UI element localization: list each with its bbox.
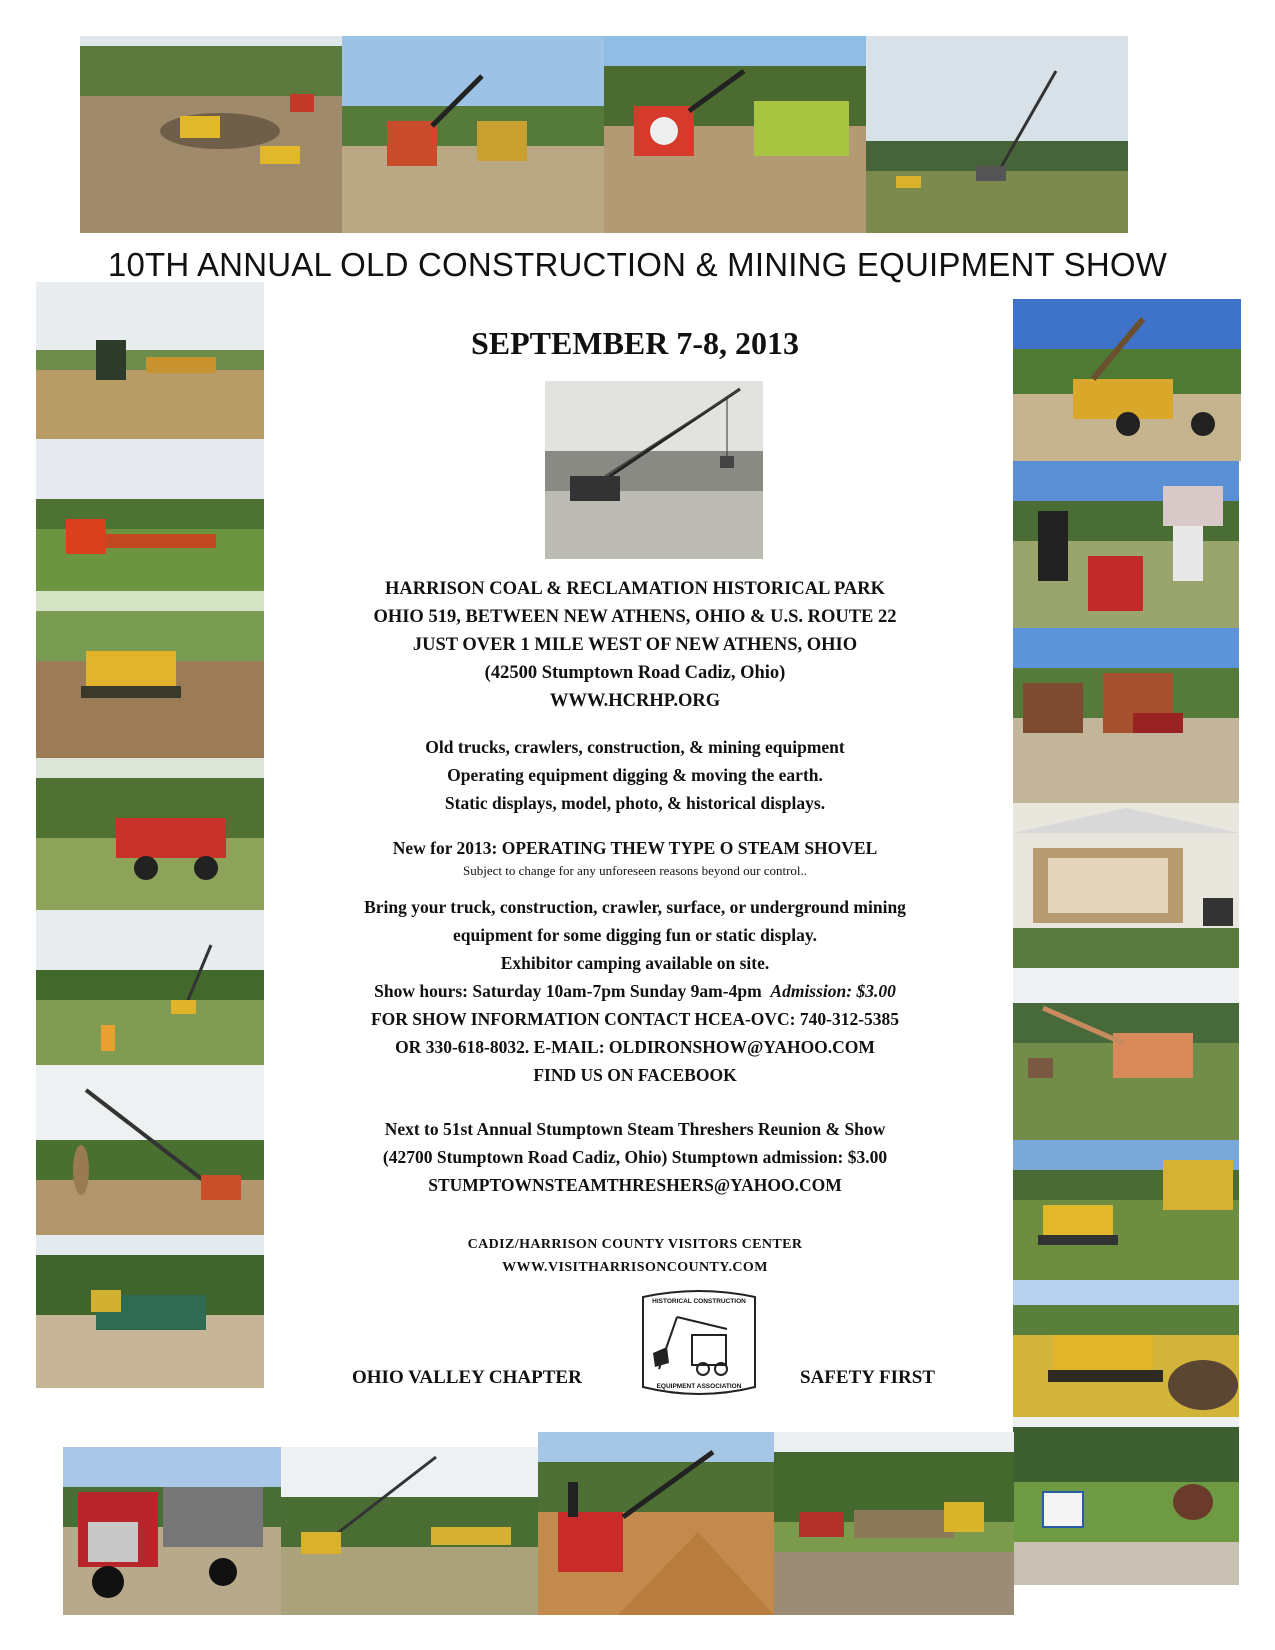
photo-bottom-3 — [538, 1432, 774, 1615]
photo-bottom-4 — [774, 1432, 1014, 1615]
venue-distance: JUST OVER 1 MILE WEST OF NEW ATHENS, OHIO — [412, 635, 858, 655]
stumptown-line: Next to 51st Annual Stumptown Steam Threshers Reunion & Show — [384, 1119, 886, 1139]
photo-top-3 — [604, 36, 866, 233]
exhibitor-block — [290, 893, 980, 1089]
photo-left-4 — [36, 758, 264, 910]
photo-left-7 — [36, 1235, 264, 1388]
photo-dragline-historic — [545, 381, 763, 559]
photo-right-1 — [1013, 299, 1241, 461]
photo-left-6 — [36, 1065, 264, 1235]
photo-right-2 — [1013, 461, 1239, 628]
visitors-center — [290, 1233, 980, 1279]
venue-block — [290, 575, 980, 715]
photo-right-4 — [1013, 803, 1239, 968]
hours-line — [290, 977, 980, 1005]
event-date: SEPTEMBER 7-8, 2013 — [470, 325, 800, 361]
photo-top-1 — [80, 36, 342, 233]
stumptown-block — [290, 1115, 980, 1199]
bring-line: Exhibitor camping available on site. — [500, 953, 770, 973]
visitors-center-name: CADIZ/HARRISON COUNTY VISITORS CENTER — [467, 1237, 803, 1252]
logo-bottom-text: EQUIPMENT ASSOCIATION — [656, 1383, 742, 1390]
description-line: Old trucks, crawlers, construction, & mining equipment — [425, 737, 845, 757]
description-line: Static displays, model, photo, & historical displays. — [444, 793, 826, 813]
photo-top-4 — [866, 36, 1128, 233]
safety-first: SAFETY FIRST — [800, 1367, 935, 1388]
photo-right-3 — [1013, 628, 1239, 803]
photo-left-5 — [36, 910, 264, 1065]
photo-right-8 — [1013, 1417, 1239, 1585]
venue-name: HARRISON COAL & RECLAMATION HISTORICAL PARK — [384, 579, 886, 599]
new-for-2013: New for 2013: OPERATING THEW TYPE O STEAM SHOVEL — [392, 838, 878, 858]
bring-line: Bring your truck, construction, crawler, surface, or underground mining — [364, 897, 906, 917]
photo-left-3 — [36, 591, 264, 758]
description-line: Operating equipment digging & moving the earth. — [447, 765, 823, 785]
photo-bottom-1 — [63, 1447, 281, 1615]
logo-top-text: HISTORICAL CONSTRUCTION — [652, 1298, 746, 1305]
photo-left-2 — [36, 439, 264, 591]
show-hours: Show hours: Saturday 10am-7pm Sunday 9am-4pm — [374, 981, 762, 1001]
description-block — [290, 733, 980, 817]
photo-right-6 — [1013, 1140, 1239, 1280]
stumptown-address: (42700 Stumptown Road Cadiz, Ohio) Stumptown admission: $3.00 — [382, 1147, 888, 1167]
ohio-valley-chapter: OHIO VALLEY CHAPTER — [352, 1367, 582, 1388]
admission: Admission: $3.00 — [770, 981, 896, 1001]
photo-right-5 — [1013, 968, 1239, 1140]
venue-route: OHIO 519, BETWEEN NEW ATHENS, OHIO & U.S. ROUTE 22 — [373, 607, 897, 627]
venue-address: (42500 Stumptown Road Cadiz, Ohio) — [484, 663, 786, 683]
visitors-center-website[interactable]: WWW.VISITHARRISONCOUNTY.COM — [502, 1260, 768, 1275]
event-headline: 10TH ANNUAL OLD CONSTRUCTION & MINING EQUIPMENT SHOW — [107, 246, 1168, 283]
venue-website-link[interactable]: WWW.HCRHP.ORG — [549, 691, 721, 711]
photo-top-2 — [342, 36, 604, 233]
bring-line: equipment for some digging fun or static display. — [453, 925, 817, 945]
contact-email-line[interactable]: OR 330-618-8032. E-MAIL: OLDIRONSHOW@YAHOO.COM — [395, 1037, 875, 1057]
photo-right-7 — [1013, 1280, 1239, 1417]
facebook-line: FIND US ON FACEBOOK — [533, 1065, 737, 1085]
photo-bottom-2 — [281, 1447, 538, 1615]
hcea-logo — [637, 1287, 761, 1399]
stumptown-email[interactable]: STUMPTOWNSTEAMTHRESHERS@YAHOO.COM — [428, 1175, 842, 1195]
photo-left-1 — [36, 282, 264, 439]
disclaimer: Subject to change for any unforeseen reasons beyond our control.. — [462, 863, 808, 878]
contact-line: FOR SHOW INFORMATION CONTACT HCEA-OVC: 740-312-5385 — [370, 1009, 900, 1029]
